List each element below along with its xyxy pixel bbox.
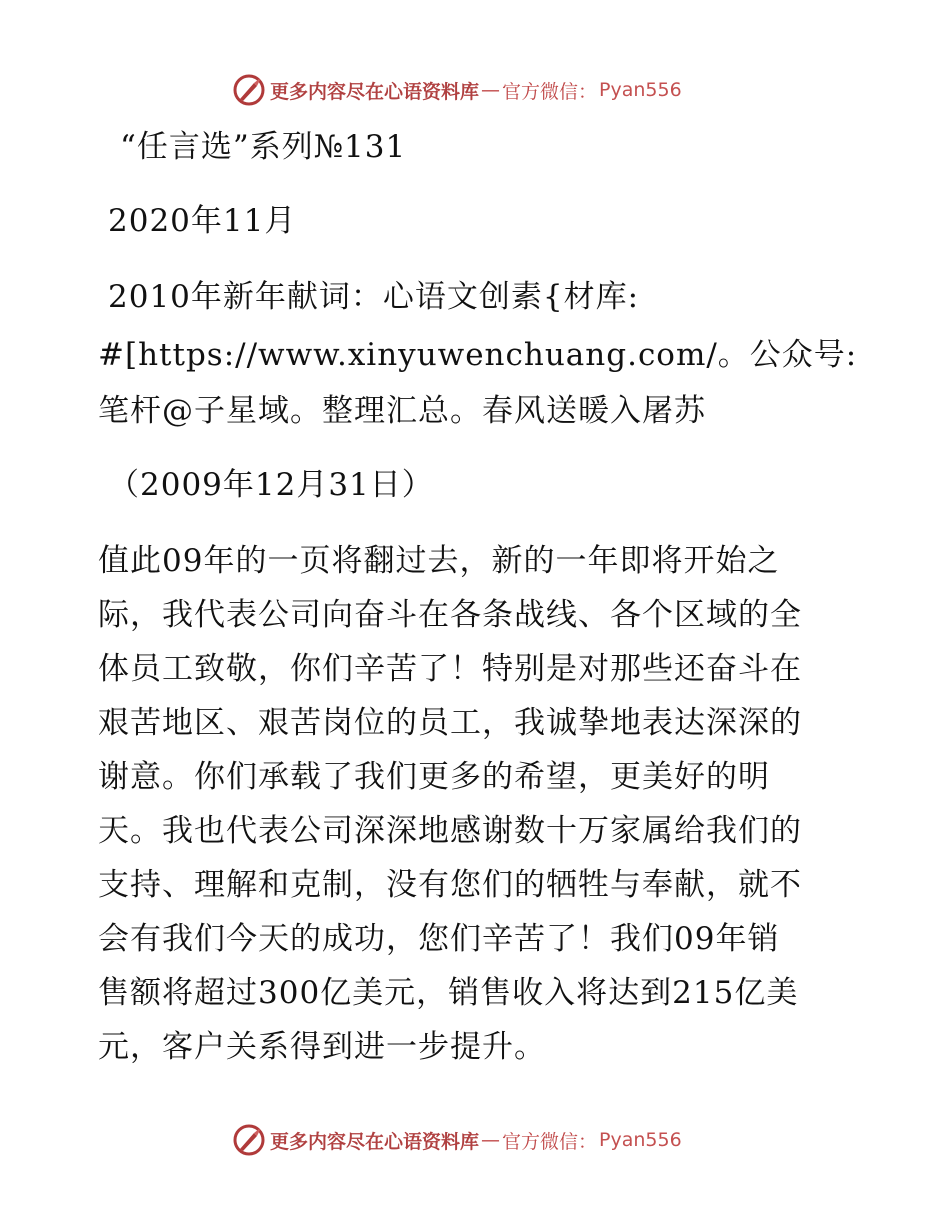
body-line: 售额将超过300亿美元，销售收入将达到215亿美	[98, 975, 799, 1011]
body-line: 艰苦地区、艰苦岗位的员工，我诚挚地表达深深的	[98, 705, 802, 741]
pen-logo-icon	[232, 73, 266, 107]
body-line: 值此09年的一页将翻过去，新的一年即将开始之	[98, 543, 780, 579]
footer-banner	[232, 1120, 682, 1160]
banner-text: 更多内容尽在心语资料库	[270, 1130, 480, 1153]
body-line: 天。我也代表公司深深地感谢数十万家属给我们的	[98, 813, 802, 849]
title-line-3: 笔杆@子星域。整理汇总。春风送暖入屠苏	[98, 393, 706, 429]
body-line: 会有我们今天的成功，您们辛苦了！我们09年销	[98, 921, 780, 957]
body-line: 体员工致敬，你们辛苦了！特别是对那些还奋斗在	[98, 651, 802, 687]
series-title: “任言选”系列№131	[120, 129, 407, 165]
title-line-1: 2010年新年献词：心语文创素{材库:	[108, 279, 640, 315]
banner-separator: —	[481, 79, 501, 101]
dateline: （2009年12月31日）	[108, 467, 434, 503]
header-banner	[232, 70, 682, 110]
banner-wechat-label: 官方微信：	[502, 80, 598, 103]
banner-wechat-id: Pyan556	[599, 79, 682, 101]
body-line: 支持、理解和克制，没有您们的牺牲与奉献，就不	[98, 867, 802, 903]
banner-wechat-id: Pyan556	[599, 1129, 682, 1151]
document-date: 2020年11月	[108, 203, 297, 239]
pen-logo-icon	[232, 1123, 266, 1157]
banner-text: 更多内容尽在心语资料库	[270, 80, 480, 103]
body-line: 元，客户关系得到进一步提升。	[98, 1029, 546, 1065]
banner-separator: —	[481, 1129, 501, 1151]
body-line: 谢意。你们承载了我们更多的希望，更美好的明	[98, 759, 770, 795]
body-paragraph	[98, 534, 858, 1074]
body-line: 际，我代表公司向奋斗在各条战线、各个区域的全	[98, 597, 802, 633]
banner-wechat-label: 官方微信：	[502, 1130, 598, 1153]
title-line-2: #[https://www.xinyuwenchuang.com/。公众号:	[98, 337, 858, 373]
